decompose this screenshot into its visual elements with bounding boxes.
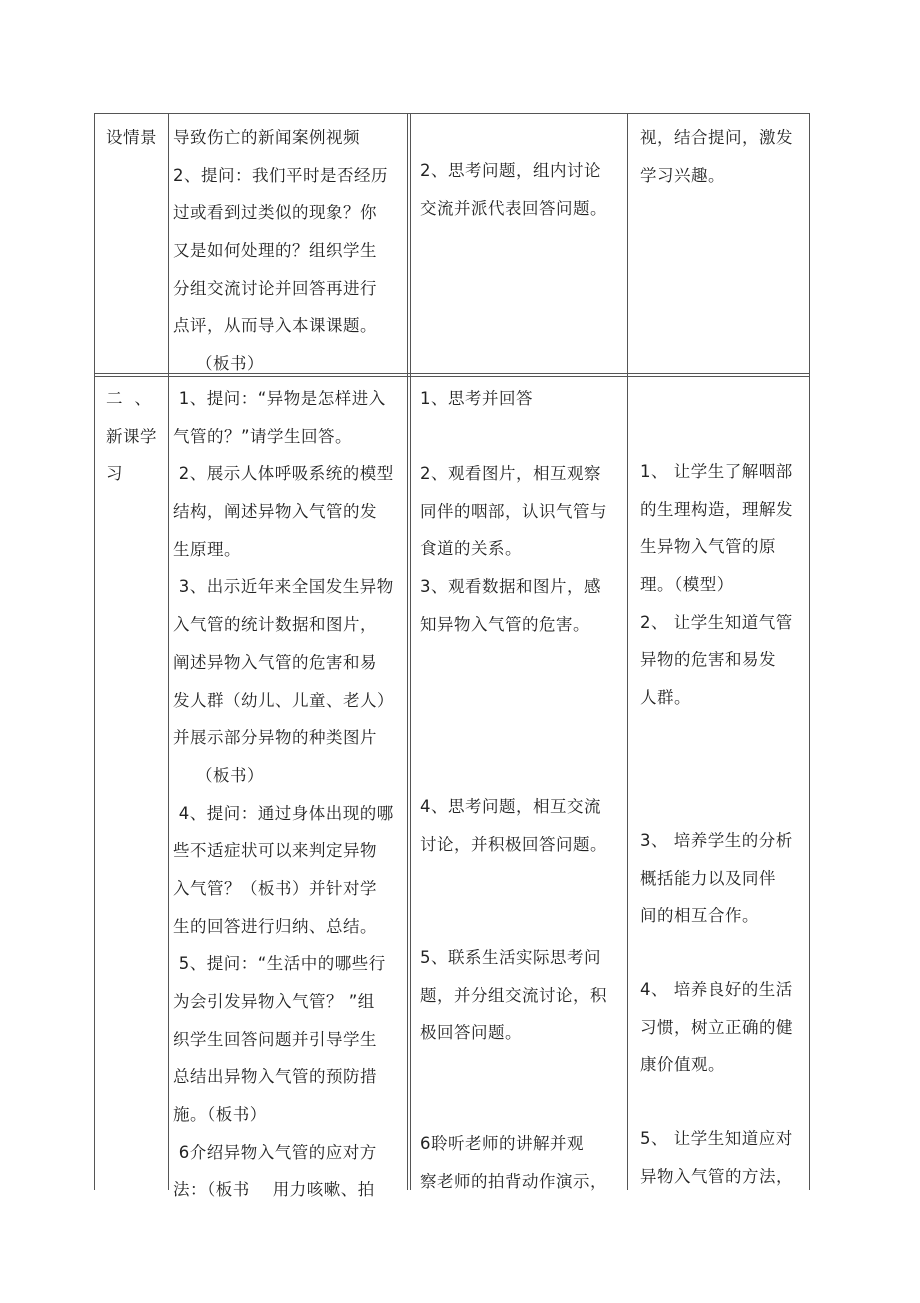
teacher-line: 气管的？”请学生回答。: [173, 426, 353, 446]
student-line: 题，并分组交流讨论，积: [420, 985, 607, 1005]
purpose-line: 康价值观。: [640, 1055, 725, 1075]
teacher-line: 为会引发异物入气管？ ”组: [173, 992, 375, 1011]
row2-purpose-block-3: [640, 971, 793, 1084]
purpose-line: 学习兴趣。: [640, 165, 725, 185]
teacher-line: 织学生回答问题并引导学生: [173, 1029, 377, 1049]
column-divider-stage: [168, 113, 169, 1190]
teacher-line: 结构，阐述异物入气管的发: [173, 502, 377, 522]
purpose-line: 1、 让学生了解咽部: [640, 462, 793, 481]
row2-student-block-4: [420, 939, 607, 1052]
row2-purpose-block-2: [640, 822, 793, 935]
teacher-line: 4、提问：通过身体出现的哪: [173, 803, 394, 823]
row2-teacher-cell: [173, 380, 394, 1209]
row2-purpose-block-1: [640, 453, 793, 717]
teacher-line: 法：（板书 用力咳嗽、拍: [173, 1180, 375, 1200]
teacher-line: 过或看到过类似的现象？你: [173, 203, 377, 223]
teacher-line: 2、展示人体呼吸系统的模型: [173, 464, 394, 484]
teacher-line: 5、提问：“生活中的哪些行: [173, 954, 386, 974]
stage-line: 二 、: [106, 389, 152, 408]
teacher-line: 施。（板书）: [173, 1105, 267, 1125]
teacher-line: 点评，从而导入本课课题。: [173, 316, 377, 336]
purpose-line: 3、 培养学生的分析: [640, 831, 793, 850]
purpose-line: 人群。: [640, 688, 691, 708]
teacher-line: 发人群（幼儿、儿童、老人）: [173, 690, 394, 710]
purpose-line: 概括能力以及同伴: [640, 868, 776, 888]
purpose-line: 异物入气管的方法，: [640, 1166, 793, 1186]
teacher-line: 2、提问：我们平时是否经历: [173, 165, 388, 185]
student-line: 同伴的咽部，认识气管与: [420, 501, 607, 521]
teacher-line: 并展示部分异物的种类图片: [173, 728, 377, 748]
student-line: 2、观看图片，相互观察: [420, 464, 601, 483]
purpose-line: 视，结合提问，激发: [640, 128, 793, 147]
student-line: 极回答问题。: [420, 1023, 522, 1043]
teacher-line: （板书）: [173, 354, 264, 374]
student-line: 2、思考问题，组内讨论: [420, 161, 601, 180]
teacher-line: 生原理。: [173, 539, 241, 559]
purpose-line: 异物的危害和易发: [640, 650, 776, 670]
purpose-line: 间的相互合作。: [640, 906, 759, 926]
row1-stage-cell: [106, 119, 157, 157]
student-line: 知异物入气管的危害。: [420, 614, 590, 634]
row2-student-block-2: [420, 455, 607, 643]
row1-student-cell: [420, 152, 607, 227]
student-line: 察老师的拍背动作演示，: [420, 1171, 607, 1191]
row2-stage-cell: [106, 380, 157, 493]
student-line: 6聆听老师的讲解并观: [420, 1134, 584, 1153]
teacher-line: 生的回答进行归纳、总结。: [173, 916, 377, 936]
row2-student-block-3: [420, 788, 607, 863]
row2-student-block-5: [420, 1125, 607, 1200]
purpose-line: 的生理构造，理解发: [640, 499, 793, 519]
purpose-line: 习惯，树立正确的健: [640, 1017, 793, 1037]
column-divider-student: [627, 113, 628, 1190]
teacher-line: 分组交流讨论并回答再进行: [173, 278, 377, 298]
purpose-line: 理。（模型）: [640, 575, 734, 595]
row1-teacher-cell: [173, 119, 388, 383]
student-line: 讨论，并积极回答问题。: [420, 834, 607, 854]
purpose-line: 生异物入气管的原: [640, 537, 776, 557]
student-line: 1、思考并回答: [420, 389, 533, 408]
teacher-line: 3、出示近年来全国发生异物: [173, 577, 394, 597]
row2-student-block-1: [420, 380, 533, 418]
student-line: 5、联系生活实际思考问: [420, 948, 601, 967]
student-line: 交流并派代表回答问题。: [420, 198, 607, 218]
row2-purpose-block-4: [640, 1120, 793, 1195]
teacher-line: 总结出异物入气管的预防措: [173, 1067, 377, 1087]
purpose-line: 4、 培养良好的生活: [640, 980, 793, 999]
teacher-line: 阐述异物入气管的危害和易: [173, 652, 377, 672]
teacher-line: （板书）: [173, 765, 264, 785]
teacher-line: 1、提问：“异物是怎样进入: [173, 389, 386, 408]
stage-line: 新课学: [106, 426, 157, 446]
purpose-line: 5、 让学生知道应对: [640, 1129, 793, 1148]
stage-line: 设情景: [106, 128, 157, 147]
student-line: 4、思考问题，相互交流: [420, 797, 601, 816]
teacher-line: 入气管？（板书）并针对学: [173, 878, 377, 898]
row1-purpose-cell: [640, 119, 793, 194]
student-line: 3、观看数据和图片，感: [420, 577, 601, 597]
purpose-line: 2、 让学生知道气管: [640, 612, 793, 632]
stage-line: 习: [106, 464, 123, 484]
teacher-line: 导致伤亡的新闻案例视频: [173, 128, 360, 147]
teacher-line: 又是如何处理的？组织学生: [173, 241, 377, 261]
teacher-line: 6介绍异物入气管的应对方: [173, 1142, 377, 1162]
teacher-line: 入气管的统计数据和图片，: [173, 615, 377, 635]
teacher-line: 些不适症状可以来判定异物: [173, 841, 377, 861]
student-line: 食道的关系。: [420, 539, 522, 559]
column-divider-teacher: [407, 113, 411, 1190]
